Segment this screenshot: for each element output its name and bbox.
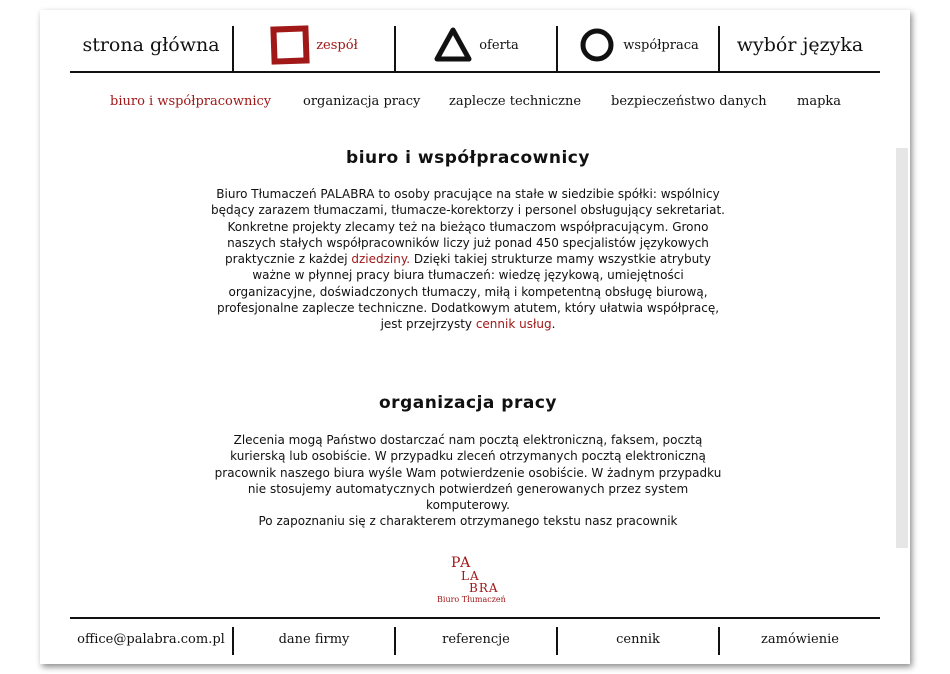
footer-nav (70, 619, 880, 659)
nav-offer[interactable] (396, 18, 556, 72)
red-square-icon (270, 25, 310, 65)
nav-team[interactable] (234, 18, 394, 72)
section-text (208, 186, 728, 333)
black-triangle-icon (433, 25, 473, 65)
nav-language-label: wybór języka (736, 34, 864, 56)
text-fragment: Dzięki takiej strukturze mamy wszystkie atrybuty ważne w płynnej pracy biura tłumaczeń: wiedzę językową, umiejętności organizacyjne, doświadczonych tłumaczy, miłą i kompetentną obsługę biurową, profesjonalne zaplecze techniczne. Dodatkowym atutem, który ułatwia współpracę, jest przejrzysty (216, 252, 720, 332)
sub-nav (40, 94, 910, 116)
text-fragment: . (551, 317, 556, 332)
black-circle-icon (577, 25, 617, 65)
nav-cooperation-label: współpraca (623, 37, 699, 53)
top-nav (70, 18, 880, 72)
nav-team-label: zespół (316, 37, 358, 53)
nav-home[interactable] (70, 18, 232, 72)
section-title: biuro i współpracownicy (346, 148, 590, 168)
subnav-item-map[interactable]: mapka (797, 94, 842, 109)
subnav-item-technical-backup[interactable]: zaplecze techniczne (449, 94, 582, 109)
logo-text: PA (451, 555, 472, 571)
palabra-logo[interactable] (433, 553, 523, 607)
subnav-item-data-security[interactable]: bezpieczeństwo danych (611, 94, 767, 109)
scrollbar[interactable] (896, 148, 908, 548)
section-title: organizacja pracy (379, 393, 557, 413)
subnav-item-office[interactable]: biuro i współpracownicy (110, 94, 272, 109)
logo-text: BRA (469, 581, 499, 595)
link-fields[interactable]: dziedziny. (351, 252, 411, 267)
footer-email[interactable]: office@palabra.com.pl (77, 631, 225, 647)
footer-company-data[interactable]: dane firmy (278, 631, 350, 647)
footer-order[interactable]: zamówienie (761, 631, 839, 647)
logo-tagline: Biuro Tłumaczeń (437, 595, 506, 604)
content-area (40, 148, 896, 548)
subnav-item-work-organization[interactable]: organizacja pracy (303, 94, 421, 109)
footer-price-list[interactable]: cennik (616, 631, 660, 647)
page-card (40, 10, 910, 664)
logo-text: LA (461, 569, 480, 583)
nav-home-label: strona główna (82, 34, 220, 56)
link-price-list[interactable]: cennik usług (475, 317, 552, 332)
text-fragment: Biuro Tłumaczeń PALABRA to osoby pracujące na stałe w siedzibie spółki: wspólnicy będący zarazem tłumaczami, tłumacze-korektorzy i personel obsługujący sekretariat. Konkretne projekty zlecamy też na bieżąco tłumaczom współpracującym. Grono naszych stałych współpracowników liczy już ponad 450 specjalistów językowych praktycznie z każdej (210, 187, 725, 267)
text-fragment: Po zapoznaniu się z charakterem otrzymanego tekstu nasz pracownik (258, 514, 678, 529)
text-fragment: Zlecenia mogą Państwo dostarczać nam pocztą elektroniczną, faksem, pocztą kurierską lub osobiście. W przypadku zleceń otrzymanych pocztą elektroniczną pracownik naszego biura wyśle Wam potwierdzenie osobiście. W żadnym przypadku nie stosujemy automatycznych potwierdzeń generowanych przez system komputerowy. (214, 433, 722, 513)
top-divider-line (70, 71, 880, 73)
nav-offer-label: oferta (479, 37, 519, 53)
nav-language[interactable] (720, 18, 880, 72)
section-text (208, 432, 728, 530)
nav-cooperation[interactable] (558, 18, 718, 72)
footer-references[interactable]: referencje (442, 631, 510, 647)
